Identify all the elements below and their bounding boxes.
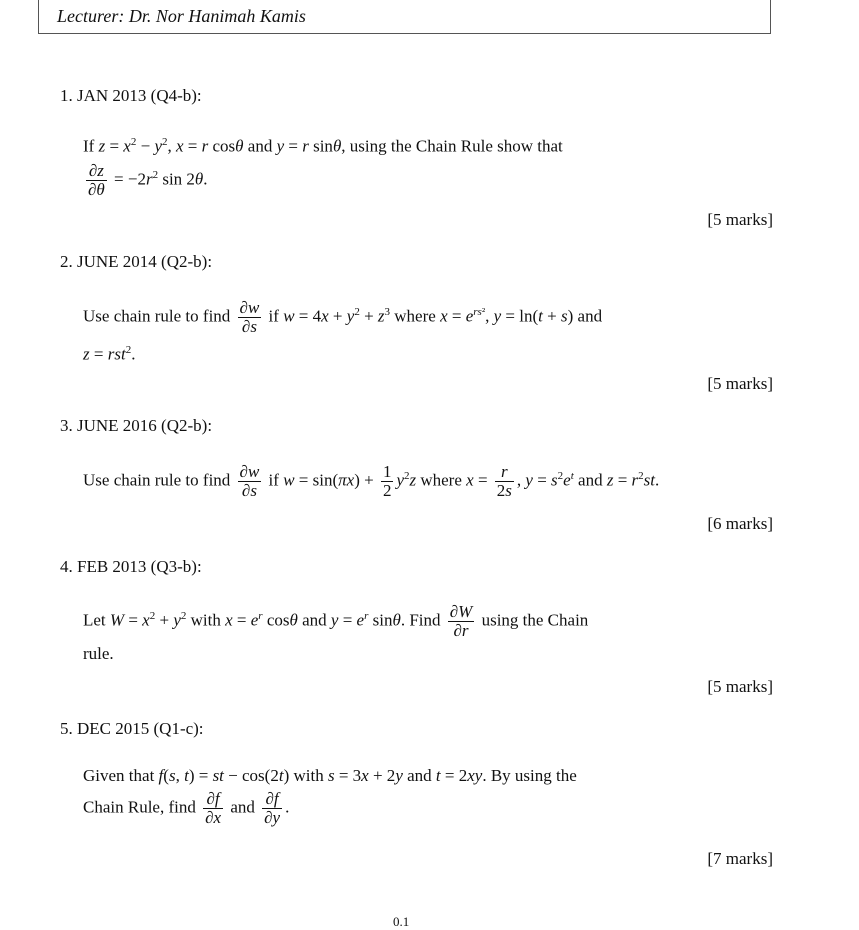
lecturer-header-box [38,0,771,34]
question-1-marks: [5 marks] [707,210,773,229]
question-3-heading: 3. JUNE 2016 (Q2-b): [60,416,213,435]
question-4-text: Let $W = x^2 + y^2$ with $x = e^r$ cosθ and $y = e^r$ sinθ. Find $\frac{\partial W}{\partial r}$ using the Chain rule. [83,602,589,664]
question-4-marks: [5 marks] [707,677,773,696]
lecturer-name: Lecturer: Dr. Nor Hanimah Kamis [57,6,306,26]
question-4-heading: 4. FEB 2013 (Q3-b): [60,557,202,576]
question-1-heading: 1. JAN 2013 (Q4-b): [60,86,202,105]
page-number: 0.1 [393,914,410,929]
question-2-text: Use chain rule to find $\frac{\partial w}{\partial s}$ if $w = 4x + y^2 + z^3$ where $x = e^{rs^2}$, y = ln(t + s) and z = rst$^2$. [83,298,603,364]
question-5-text: Given that f(s, t) = st − cos(2t) with s = 3x + 2y and t = 2xy. By using the Chain Rule, find $\frac{\partial f}{\partial x}$ and $\frac{\partial f}{\partial y}$ . [83,766,577,827]
question-5-marks: [7 marks] [707,849,773,868]
question-3-marks: [6 marks] [707,514,773,533]
question-5-heading: 5. DEC 2015 (Q1-c): [60,719,204,738]
question-2-marks: [5 marks] [707,374,773,393]
question-2-heading: 2. JUNE 2014 (Q2-b): [60,252,213,271]
question-1-text: If $z = x^2 - y^2$, x = r cosθ and y = r sinθ, using the Chain Rule show that $\frac{\partial z}{\partial\theta}$ = $-2r^2$ sin 2θ. [83,136,563,199]
question-3-text: Use chain rule to find $\frac{\partial w}{\partial s}$ if w = sin(πx) + $\frac{1}{2}$ $y^2z$ where x = $\frac{r}{2s}$ , $y = s^2e^t$ and $z = r^2st$. [83,462,660,501]
